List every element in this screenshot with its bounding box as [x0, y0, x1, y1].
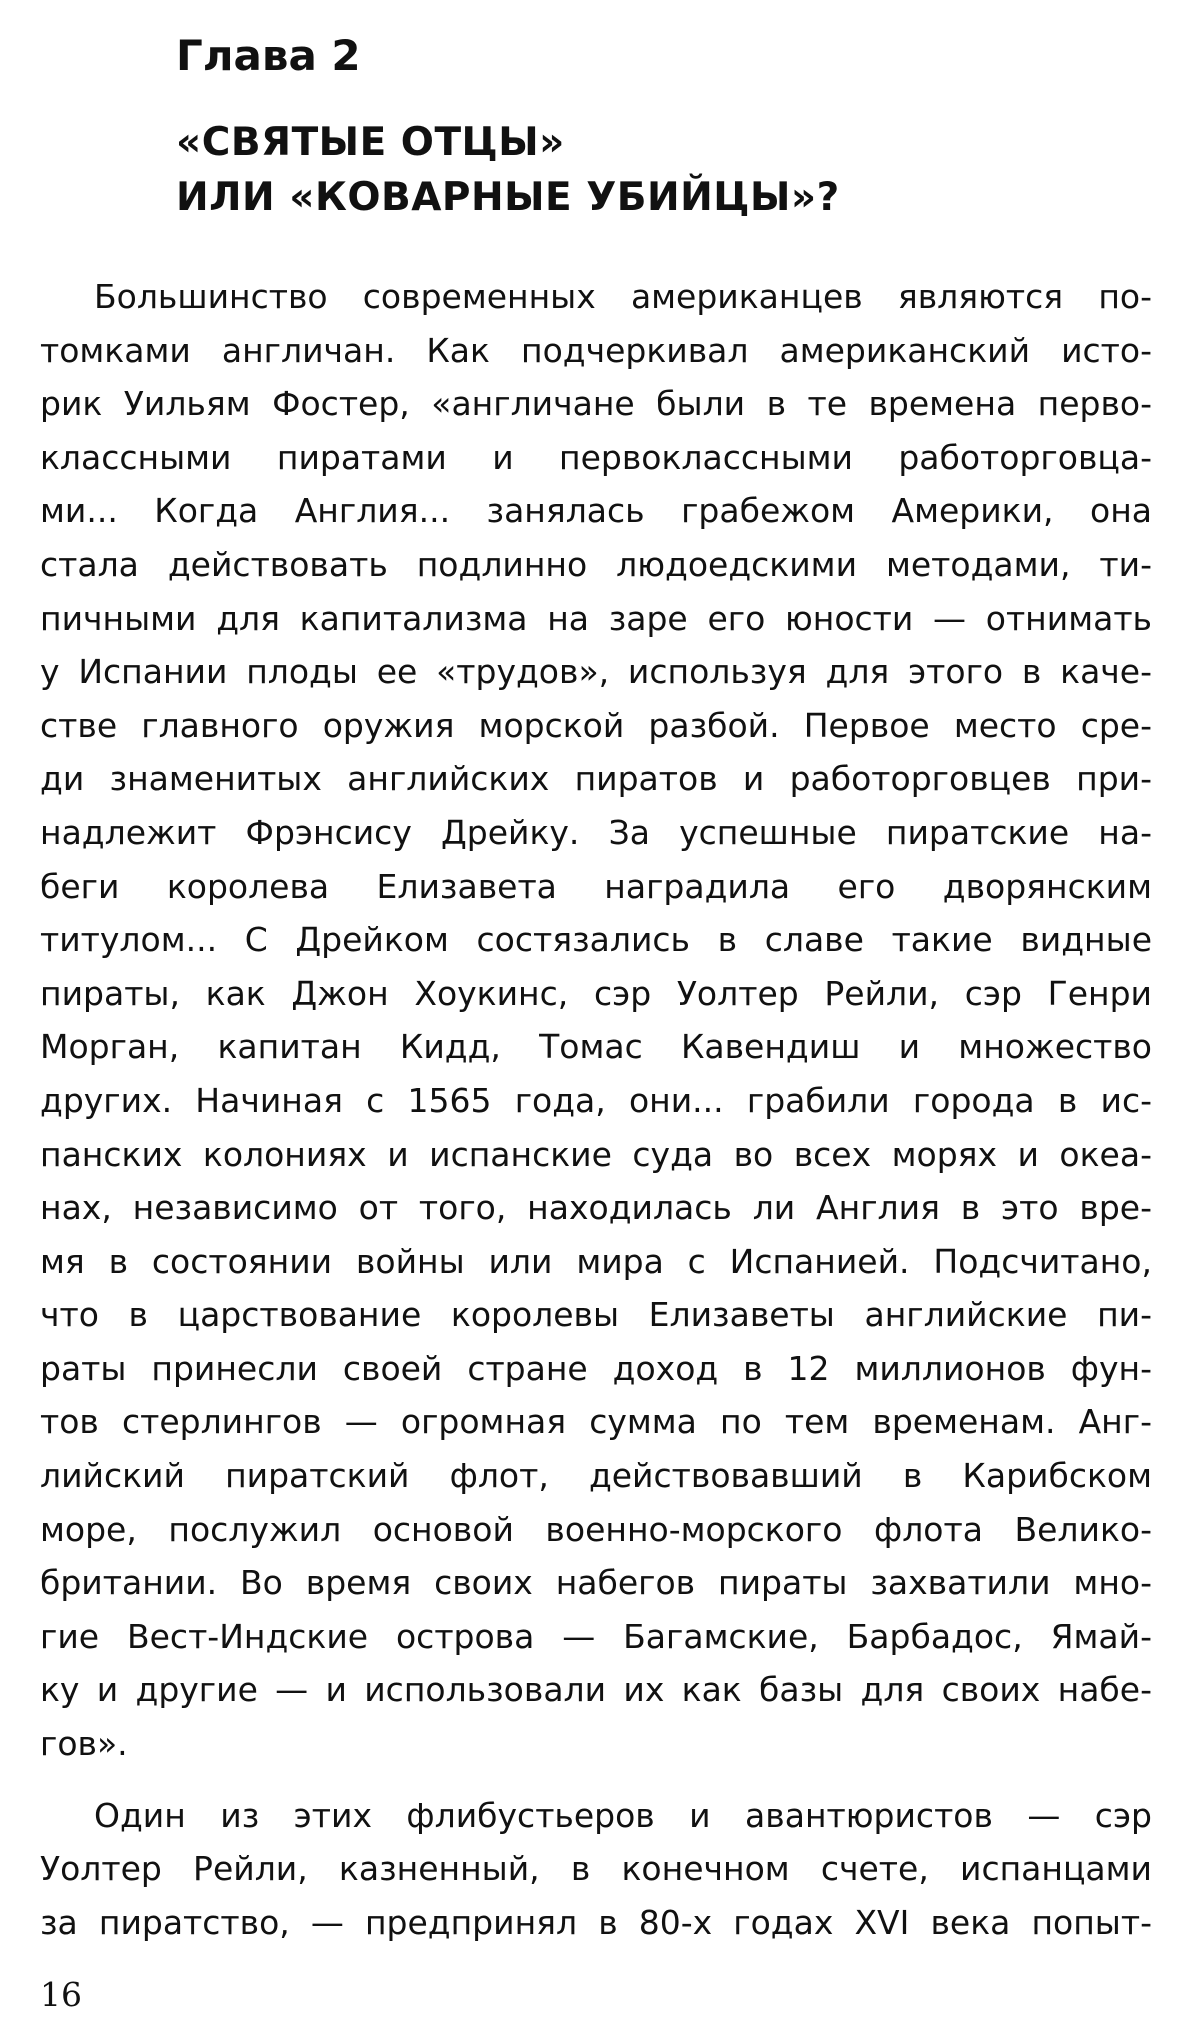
- text-line: классными пиратами и первоклассными работорговца-: [40, 437, 1152, 477]
- text-line: панских колониях и испанские суда во всех морях и океа-: [40, 1134, 1152, 1174]
- text-line: что в царствование королевы Елизаветы английские пи-: [40, 1295, 1152, 1335]
- text-line: рик Уильям Фостер, «англичане были в те времена перво-: [40, 384, 1152, 424]
- text-line: ку и другие — и использовали их как базы для своих набе-: [40, 1670, 1152, 1710]
- text-line: титулом... С Дрейком состязались в славе такие видные: [40, 920, 1152, 960]
- text-line: пичными для капитализма на заре его юности — отнимать: [40, 598, 1152, 638]
- text-line: гие Вест-Индские острова — Багамские, Барбадос, Ямай-: [40, 1616, 1152, 1656]
- text-line: британии. Во время своих набегов пираты захватили мно-: [40, 1563, 1152, 1603]
- text-line: других. Начиная с 1565 года, они... грабили города в ис-: [40, 1080, 1152, 1120]
- text-line: за пиратство, — предпринял в 80-х годах XVI века попыт-: [40, 1902, 1152, 1942]
- body-text: [40, 270, 1152, 1949]
- paragraph: [40, 270, 1152, 1771]
- chapter-title-line: «СВЯТЫЕ ОТЦЫ»: [176, 120, 565, 165]
- chapter-title: [176, 115, 840, 225]
- chapter-label: Глава 2: [176, 31, 361, 80]
- text-line: стве главного оружия морской разбой. Первое место сре-: [40, 705, 1152, 745]
- paragraph-gap: [40, 1771, 1152, 1789]
- paragraph: [40, 1789, 1152, 1950]
- text-line: лийский пиратский флот, действовавший в Карибском: [40, 1456, 1152, 1496]
- chapter-title-line: ИЛИ «КОВАРНЫЕ УБИЙЦЫ»?: [176, 175, 840, 220]
- text-line: беги королева Елизавета наградила его дворянским: [40, 866, 1152, 906]
- page-number: 16: [40, 1975, 82, 2014]
- text-line: ми... Когда Англия... занялась грабежом Америки, она: [40, 491, 1152, 531]
- text-line: надлежит Фрэнсису Дрейку. За успешные пиратские на-: [40, 812, 1152, 852]
- text-line: мя в состоянии войны или мира с Испанией. Подсчитано,: [40, 1241, 1152, 1281]
- text-line: море, послужил основой военно-морского флота Велико-: [40, 1509, 1152, 1549]
- text-line: тов стерлингов — огромная сумма по тем временам. Анг-: [40, 1402, 1152, 1442]
- text-line: Морган, капитан Кидд, Томас Кавендиш и множество: [40, 1027, 1152, 1067]
- text-line: Уолтер Рейли, казненный, в конечном счете, испанцами: [40, 1849, 1152, 1889]
- text-line: пираты, как Джон Хоукинс, сэр Уолтер Рейли, сэр Генри: [40, 973, 1152, 1013]
- text-line: Один из этих флибустьеров и авантюристов — сэр: [94, 1795, 1152, 1835]
- text-line: ди знаменитых английских пиратов и работорговцев при-: [40, 759, 1152, 799]
- text-line: у Испании плоды ее «трудов», используя для этого в каче-: [40, 652, 1152, 692]
- text-line: гов».: [40, 1724, 128, 1764]
- text-line: Большинство современных американцев являются по-: [94, 277, 1152, 316]
- text-line: стала действовать подлинно людоедскими методами, ти-: [40, 544, 1152, 584]
- text-line: томками англичан. Как подчеркивал американский исто-: [40, 330, 1152, 370]
- text-line: нах, независимо от того, находилась ли Англия в это вре-: [40, 1188, 1152, 1228]
- text-line: раты принесли своей стране доход в 12 миллионов фун-: [40, 1348, 1152, 1388]
